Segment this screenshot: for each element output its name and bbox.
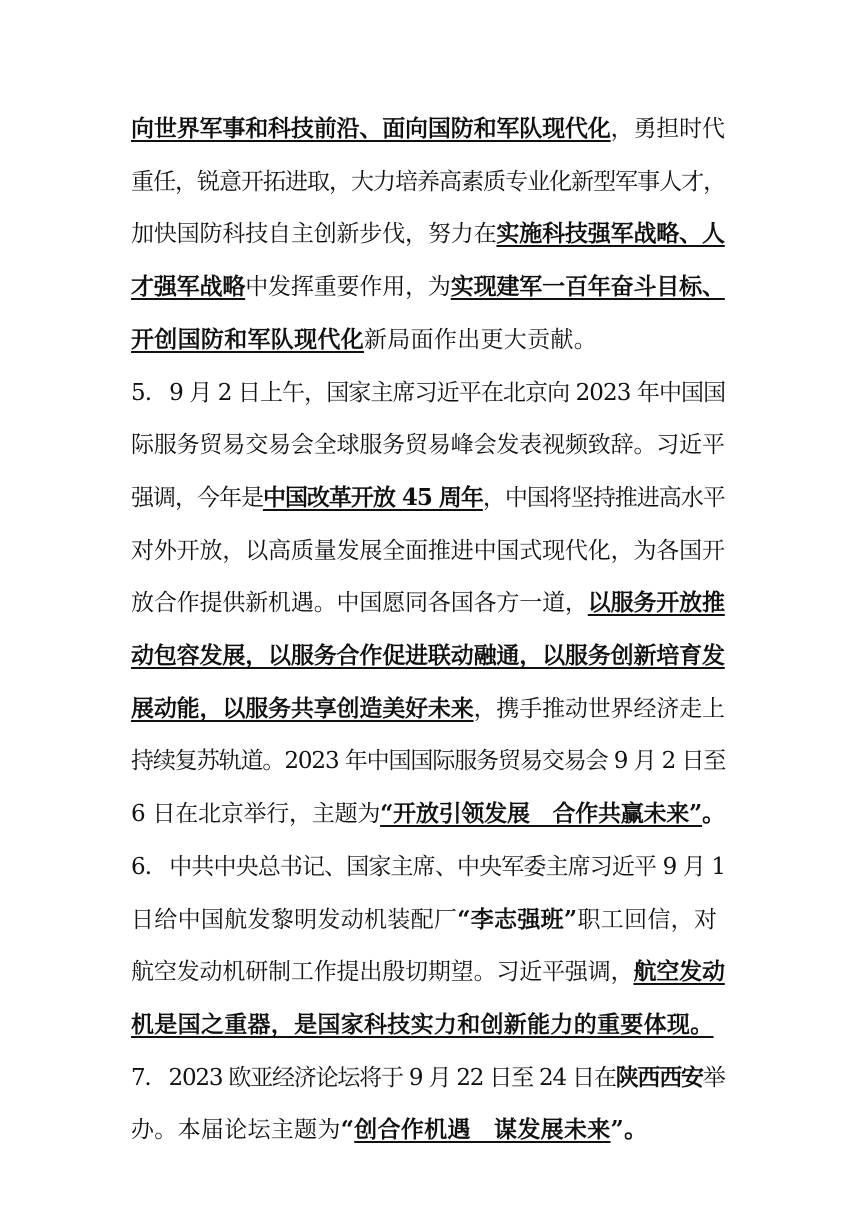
text-line [131,797,731,831]
body-text: 放合作提供新机遇。中国愿同各国各方一道， [131,590,588,616]
text-line [131,217,731,251]
bold-text: 。 [702,800,725,827]
body-text: 9 月 2 日上午，国家主席习近平在北京向 2023 年中国国 [169,380,726,406]
body-text: 7. [131,1065,151,1091]
emphasized-text: 机是国之重器，是国家科技实力和创新能力的重要体现。 [131,1011,714,1038]
body-text: 强调，今年是 [131,485,263,511]
text-line [131,639,731,673]
text-line [131,481,731,515]
emphasized-text: 实施科技强军战略、人 [496,220,725,247]
body-text: 中共中央总书记、国家主席、中央军委主席习近平 9 月 1 [169,854,726,880]
emphasized-text: 向世界军事和科技前沿、面向国防和军队现代化 [131,115,611,142]
body-text: 对外开放，以高质量发展全面推进中国式现代化，为各国开 [131,538,725,564]
text-line [131,376,731,410]
text-line [131,850,731,884]
text-line [131,903,731,937]
bold-text: “ [340,1116,355,1143]
text-line [131,112,731,146]
emphasized-text: 实现建军一百年奋斗目标、 [450,273,725,300]
text-line [131,534,731,568]
body-text: ，中国将坚持推进高水平 [482,485,725,511]
text-line [131,323,731,357]
text-line [131,955,731,989]
body-text: 办。本届论坛主题为 [131,1117,341,1143]
body-text: 新局面作出更大贡献。 [364,327,597,353]
body-text: 6 日在北京举行，主题为 [131,801,381,827]
emphasized-text: “开放引领发展 合作共赢未来” [380,800,703,827]
emphasized-text: 航空发动 [633,958,725,985]
bold-text: 陕西西安 [615,1064,703,1091]
body-text: 加快国防科技自主创新步伐，努力在 [131,221,497,247]
emphasized-text: 中国改革开放 45 周年 [262,484,483,511]
body-text: 际服务贸易交易会全球服务贸易峰会发表视频致辞。习近平 [131,432,725,458]
body-text: 职工回信，对 [577,907,718,933]
emphasized-text: 动包容发展，以服务合作促进联动融通，以服务创新培育发 [131,642,725,669]
body-text: 持续复苏轨道。2023 年中国国际服务贸易交易会 9 月 2 日至 [131,748,726,774]
body-text: 重任，锐意开拓进取，大力培养高素质专业化新型军事人才， [131,169,726,195]
body-text: ，勇担时代 [610,116,725,142]
text-line [131,165,731,199]
text-line [131,1008,731,1042]
emphasized-text: 以服务开放推 [587,589,725,616]
bold-text: ”。 [610,1116,648,1143]
text-line [131,692,731,726]
text-line [131,1113,731,1147]
body-text: 5. [131,380,152,406]
text-line [131,428,731,462]
emphasized-text: 展动能，以服务共享创造美好未来 [131,695,474,722]
text-line [131,744,731,778]
body-text: 日给中国航发黎明发动机装配厂 [131,907,458,933]
emphasized-text: 开创国防和军队现代化 [131,326,364,353]
emphasized-text: 创合作机遇 谋发展未来 [354,1116,611,1143]
body-text: 举 [702,1065,725,1091]
body-text: 6. [131,854,152,880]
body-text: 航空发动机研制工作提出殷切期望。习近平强调， [131,959,634,985]
text-line [131,586,731,620]
text-line [131,1061,731,1095]
body-text: ，携手推动世界经济走上 [473,696,725,722]
body-text: 2023 欧亚经济论坛将于 9 月 22 日至 24 日在 [168,1065,616,1091]
text-line [131,270,731,304]
body-text: 中发挥重要作用，为 [245,274,451,300]
emphasized-text: 才强军战略 [131,273,246,300]
bold-text: “李志强班” [457,906,578,933]
